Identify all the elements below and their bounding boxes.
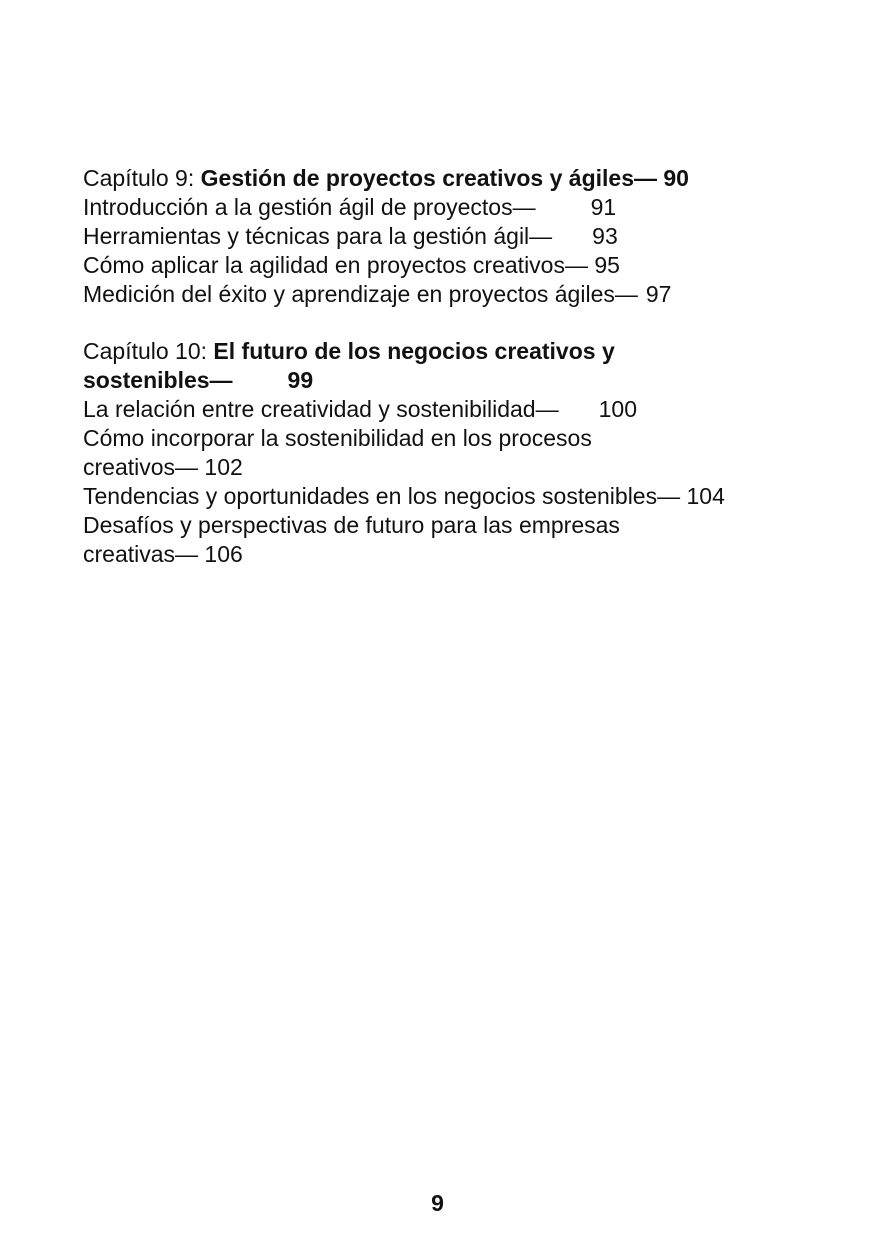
toc-entry xyxy=(83,511,803,540)
toc-entry-page: 93 xyxy=(592,223,618,249)
chapter-9-prefix: Capítulo 9: xyxy=(83,165,201,191)
toc-entry-cont xyxy=(83,453,803,482)
toc-entry-text: Tendencias y oportunidades en los negocios sostenibles— 104 xyxy=(83,483,725,509)
toc-entry-page: 91 xyxy=(590,194,617,220)
toc-entry-text: Cómo incorporar la sostenibilidad en los procesos xyxy=(83,425,592,451)
chapter-10-heading-cont xyxy=(83,366,803,395)
toc-entry-text: La relación entre creatividad y sostenibilidad— xyxy=(83,396,559,422)
chapter-10-block xyxy=(83,337,803,569)
chapter-10-title-line1: El futuro de los negocios creativos y xyxy=(213,338,615,364)
toc-entry xyxy=(83,193,803,222)
toc-entry-page: 100 xyxy=(598,396,637,422)
toc-entry-text: Herramientas y técnicas para la gestión ágil— xyxy=(83,223,553,249)
chapter-9-heading xyxy=(83,164,803,193)
chapter-9-block xyxy=(83,164,803,309)
toc-entry-text: Medición del éxito y aprendizaje en proyectos ágiles— xyxy=(83,281,638,307)
table-of-contents xyxy=(83,164,803,569)
toc-entry xyxy=(83,395,803,424)
toc-entry xyxy=(83,424,803,453)
toc-entry-text: creativos— 102 xyxy=(83,454,243,480)
page-number: 9 xyxy=(431,1190,444,1216)
chapter-9-title: Gestión de proyectos creativos y ágiles— 90 xyxy=(200,165,689,191)
toc-entry xyxy=(83,222,803,251)
chapter-10-title-line2: sostenibles— xyxy=(83,367,233,393)
chapter-10-prefix: Capítulo 10: xyxy=(83,338,214,364)
toc-entry-text: creativas— 106 xyxy=(83,541,243,567)
toc-entry xyxy=(83,251,803,280)
toc-entry-cont xyxy=(83,540,803,569)
toc-entry-page: 97 xyxy=(645,281,672,307)
toc-entry-text: Desafíos y perspectivas de futuro para las empresas xyxy=(83,512,620,538)
toc-entry-text: Cómo aplicar la agilidad en proyectos creativos— 95 xyxy=(83,252,620,278)
toc-entry xyxy=(83,482,803,511)
toc-entry xyxy=(83,280,803,309)
chapter-10-heading xyxy=(83,337,803,366)
chapter-10-title-page: 99 xyxy=(287,367,314,393)
toc-entry-text: Introducción a la gestión ágil de proyectos— xyxy=(83,194,536,220)
